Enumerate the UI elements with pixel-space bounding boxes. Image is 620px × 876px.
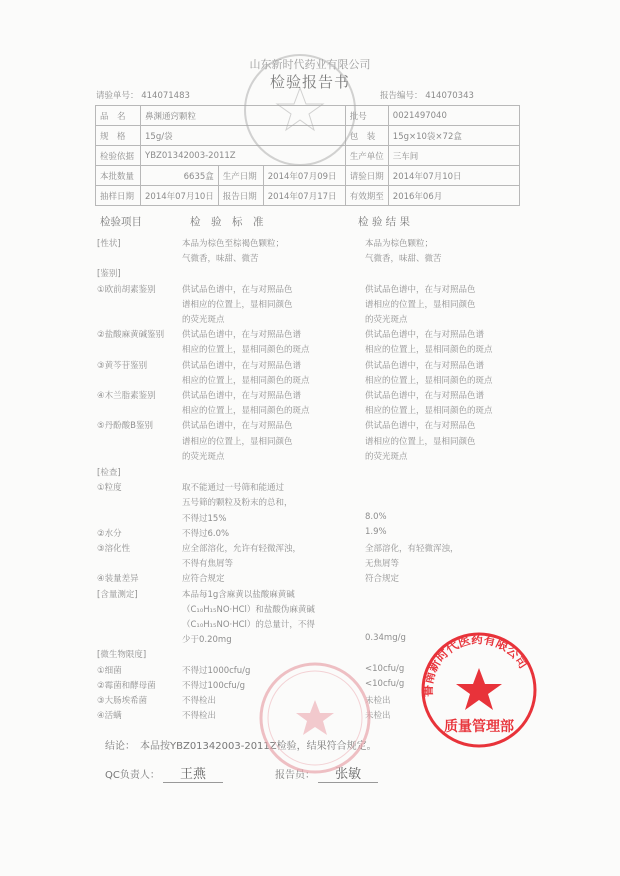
red-stamp-ring-text: 鲁南新时代医药有限公司	[420, 632, 531, 697]
test-item-line: ③黄芩苷鉴别	[97, 360, 148, 371]
product-name: 鼻渊通窍颗粒	[141, 106, 346, 126]
test-standard-line: 不得检出	[182, 711, 217, 722]
table-row	[96, 186, 520, 206]
request-number-value: 414071483	[141, 91, 190, 101]
test-item-line: ②霉菌和酵母菌	[97, 680, 156, 691]
test-result-line: 未检出	[365, 711, 391, 722]
package-label: 包 装	[345, 126, 388, 146]
test-item-line: ①细菌	[97, 665, 122, 676]
test-standard-line: 相应的位置上，显相同颜色的斑点	[182, 406, 310, 417]
test-result-line: 1.9%	[365, 526, 387, 537]
basis: YBZ01342003-2011Z	[141, 146, 346, 166]
spec-label: 规 格	[96, 126, 141, 146]
req-date: 2014年07月10日	[388, 166, 519, 186]
table-row	[96, 106, 520, 126]
column-header-result: 检 验 结 果	[358, 216, 411, 228]
red-quality-stamp	[420, 631, 535, 746]
batch-number: 0021497040	[388, 106, 519, 126]
test-item-line: ①欧前胡素鉴别	[97, 284, 156, 295]
expiry: 2016年06月	[388, 186, 519, 206]
test-standard-line: 不得检出	[182, 696, 217, 706]
test-standard-line: 不得有焦屑等	[182, 559, 234, 570]
test-result-line: 8.0%	[365, 511, 387, 522]
table-row	[96, 166, 520, 186]
test-result-line: 全部溶化，有轻微浑浊，	[365, 544, 459, 554]
test-item-line: ④装量差异	[97, 574, 139, 585]
test-standard-line: 少于0.20mg	[182, 635, 232, 646]
test-standard-line: 谱相应的位置上，显相同颜色	[182, 299, 293, 310]
test-result-line: 谱相应的位置上，显相同颜色	[365, 436, 476, 447]
company-name: 山东新时代药业有限公司	[249, 58, 371, 71]
test-item-line: [微生物限度]	[97, 650, 147, 661]
test-result-line: 0.34mg/g	[365, 633, 406, 644]
report-date: 2014年07月17日	[263, 186, 345, 206]
test-item-line: ④木兰脂素鉴别	[97, 391, 156, 401]
test-standard-line: 不得过15%	[182, 513, 227, 524]
test-result-line: 供试品色谱中，在与对照品色	[365, 421, 476, 432]
test-standard-line: 气微香，味甜、微苦	[182, 254, 259, 265]
report-number	[380, 89, 474, 101]
test-standard-line: （C₁₀H₁₅NO·HCl）的总量计，不得	[182, 620, 315, 630]
test-standard-line: 五号筛的颗粒及粉末的总和，	[182, 498, 293, 509]
basis-label: 检验依据	[96, 146, 141, 166]
test-result-line: 供试品色谱中，在与对照品色谱	[365, 391, 485, 401]
red-stamp-center-text: 质量管理部	[444, 719, 514, 735]
quantity-label: 本批数量	[96, 166, 141, 186]
test-item-line: ①粒度	[97, 483, 122, 494]
test-result-line: 相应的位置上，显相同颜色的斑点	[365, 345, 493, 356]
test-standard-line: （C₁₀H₁₅NO·HCl）和盐酸伪麻黄碱	[182, 604, 315, 615]
test-item-line: [性状]	[97, 239, 121, 249]
test-result-line: 气微香，味甜、微苦	[365, 254, 442, 265]
test-result-line: 本品为棕色颗粒；	[365, 239, 434, 249]
report-number-label: 报告编号：	[380, 91, 423, 101]
test-standard-line: 供试品色谱中，在与对照品色	[182, 284, 293, 295]
test-item-line: [检查]	[97, 468, 121, 478]
request-number-label: 请验单号：	[96, 91, 139, 101]
unit-label: 生产单位	[345, 146, 388, 166]
qc-label: QC负责人：	[105, 770, 160, 781]
test-standard-line: 的荧光斑点	[182, 451, 225, 462]
test-result-line: <10cfu/g	[365, 678, 405, 689]
reporter-name: 张敏	[318, 763, 378, 783]
prod-date-label: 生产日期	[218, 166, 263, 186]
quantity: 6635盒	[141, 166, 219, 186]
sample-date: 2014年07月10日	[141, 186, 219, 206]
test-result-line: 未检出	[365, 696, 391, 706]
pink-stamp	[261, 664, 369, 772]
batch-label: 批号	[345, 106, 388, 126]
test-item-line: [鉴别]	[97, 269, 121, 280]
product-info-table	[95, 105, 520, 206]
test-standard-line: 本品为棕色至棕褐色颗粒；	[182, 239, 285, 249]
table-row	[96, 126, 520, 146]
column-header-item: 检验项目	[100, 216, 142, 228]
test-item-line: ②水分	[97, 528, 122, 539]
svg-text:鲁南新时代医药有限公司	[420, 631, 531, 697]
request-number	[96, 89, 190, 101]
test-standard-line: 供试品色谱中，在与对照品色	[182, 421, 293, 432]
test-standard-line: 的荧光斑点	[182, 315, 225, 325]
test-result-line: 相应的位置上，显相同颜色的斑点	[365, 375, 493, 386]
test-result-line: 供试品色谱中，在与对照品色	[365, 284, 476, 295]
column-header-standard: 检 验 标 准	[190, 216, 264, 228]
test-standard-line: 应全部溶化，允许有轻微浑浊，	[182, 544, 302, 554]
qc-signature	[105, 763, 223, 783]
req-date-label: 请验日期	[345, 166, 388, 186]
test-standard-line: 相应的位置上，显相同颜色的斑点	[182, 375, 310, 386]
test-standard-line: 应符合规定	[182, 574, 225, 585]
test-item-line: ②盐酸麻黄碱鉴别	[97, 330, 165, 341]
conclusion: 结论： 本品按YBZ01342003-2011Z检验，结果符合规定。	[105, 741, 377, 752]
package: 15g×10袋×72盒	[388, 126, 519, 146]
test-standard-line: 不得过6.0%	[182, 528, 230, 539]
test-standard-line: 取不能通过一号筛和能通过	[182, 483, 285, 494]
expiry-label: 有效期至	[345, 186, 388, 206]
test-standard-line: 供试品色谱中，在与对照品色谱	[182, 360, 302, 371]
test-standard-line: 不得过100cfu/g	[182, 680, 246, 691]
table-row	[96, 146, 520, 166]
test-standard-line: 谱相应的位置上，显相同颜色	[182, 436, 293, 447]
prod-date: 2014年07月09日	[263, 166, 345, 186]
document-title: 检验报告书	[269, 73, 350, 91]
test-result-line: 的荧光斑点	[365, 315, 408, 325]
test-result-line: 无焦屑等	[365, 559, 400, 570]
report-date-label: 报告日期	[218, 186, 263, 206]
test-item-line: ③大肠埃希菌	[97, 696, 148, 706]
test-item-line: ④活螨	[97, 711, 122, 722]
test-result-line: 供试品色谱中，在与对照品色谱	[365, 330, 485, 341]
report-number-value: 414070343	[425, 91, 474, 101]
test-result-line: 谱相应的位置上，显相同颜色	[365, 299, 476, 310]
test-result-line: 供试品色谱中，在与对照品色谱	[365, 360, 485, 371]
test-item-line: ⑤丹酚酸B鉴别	[97, 421, 153, 432]
test-result-line: 相应的位置上，显相同颜色的斑点	[365, 406, 493, 417]
test-standard-line: 供试品色谱中，在与对照品色谱	[182, 330, 302, 341]
test-standard-line: 相应的位置上，显相同颜色的斑点	[182, 345, 310, 356]
test-result-line: 的荧光斑点	[365, 451, 408, 462]
test-result-line: <10cfu/g	[365, 663, 405, 674]
spec: 15g/袋	[141, 126, 346, 146]
test-standard-line: 本品每1g含麻黄以盐酸麻黄碱	[182, 589, 295, 600]
test-standard-line: 不得过1000cfu/g	[182, 665, 251, 676]
test-standard-line: 供试品色谱中，在与对照品色谱	[182, 391, 302, 401]
sample-date-label: 抽样日期	[96, 186, 141, 206]
unit: 三车间	[388, 146, 519, 166]
product-name-label: 品 名	[96, 106, 141, 126]
test-item-line: [含量测定]	[97, 589, 138, 600]
test-result-line: 符合规定	[365, 574, 400, 585]
reporter-signature	[275, 763, 378, 783]
test-item-line: ③溶化性	[97, 544, 131, 554]
reporter-label: 报告员：	[275, 770, 315, 781]
qc-name: 王燕	[163, 763, 223, 783]
